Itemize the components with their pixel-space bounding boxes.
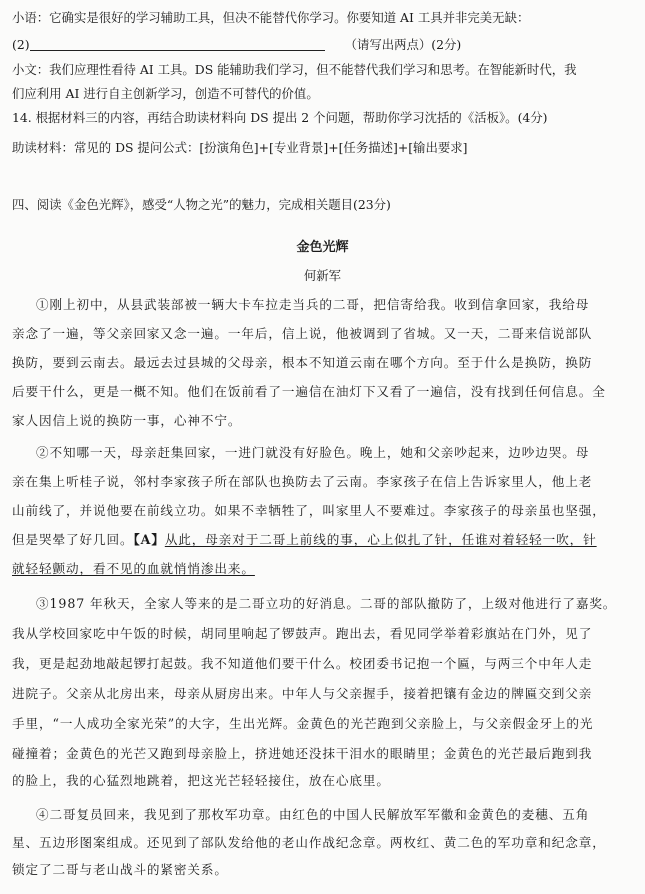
question-14: 14. 根据材料三的内容，再结合助读材料向 DS 提出 2 个问题，帮助你学习沈括的《活板》。(4分) [12, 110, 548, 125]
p2-line: 山前线了，并说他要在前线立功。如果不幸牺牲了，叫家里人不要难过。李家孩子的母亲虽也坚强， [12, 503, 606, 518]
p3-line: ③1987 年秋天，全家人等来的是二哥立功的好消息。二哥的部队撤防了，上级对他进行了嘉奖。 [36, 596, 617, 611]
top-line-2 [12, 37, 633, 53]
answer-suffix: （请写出两点）(2分) [344, 37, 462, 52]
underlined-sentence-a-cont: 就轻轻颤动，看不见的血就悄悄渗出来。 [12, 561, 255, 576]
p3-line: 碰撞着；金黄色的光芒又跑到母亲脸上，挤进她还没抹干泪水的眼睛里；金黄色的光芒最后跑到我 [12, 746, 593, 761]
p1-line: 换防，要到云南去。最远去过县城的父母亲，根本不知道云南在哪个方向。至于什么是换防，换防 [12, 355, 593, 370]
top-line-4: 们应利用 AI 进行自主创新学习，创造不可替代的价值。 [12, 86, 319, 101]
p1-line: 亲念了一遍，等父亲回家又念一遍。一年后，信上说，他被调到了省城。又一天，二哥来信说部队 [12, 326, 593, 341]
article-author: 何新军 [303, 268, 342, 283]
p1-line: ①刚上初中，从县武装部被一辆大卡车拉走当兵的二哥，把信寄给我。收到信拿回家，我给母 [36, 297, 590, 312]
p3-line: 进院子。父亲从北房出来，母亲从厨房出来。中年人与父亲握手，接着把镶有金边的牌匾交到父亲 [12, 686, 593, 701]
p3-line: 我从学校回家吃中午饭的时候，胡同里响起了锣鼓声。跑出去，看见同学举着彩旗站在门外，见了 [12, 626, 593, 641]
p4-line: ④二哥复员回来，我见到了那枚军功章。由红色的中国人民解放军军徽和金黄色的麦穗、五角 [36, 807, 590, 822]
aid-material: 助读材料：常见的 DS 提问公式：[扮演角色]+[专业背景]+[任务描述]+[输出要求] [12, 140, 468, 155]
p4-line: 锁定了二哥与老山战斗的紧密关系。 [12, 862, 228, 877]
top-line-3: 小文：我们应理性看待 AI 工具。DS 能辅助我们学习，但不能替代我们学习和思考。在智能新时代，我 [12, 62, 577, 77]
p2-plain: 但是哭晕了好几回。 [12, 532, 134, 547]
p2-line: 亲在集上听桂子说，邻村李家孩子所在部队也换防去了云南。李家孩子在信上告诉家里人，他上老 [12, 474, 593, 489]
top-line-1: 小语：它确实是很好的学习辅助工具，但决不能替代你学习。你要知道 AI 工具并非完美无缺： [12, 10, 530, 25]
answer-blank[interactable] [30, 38, 325, 51]
marker-a: 【A】 [133, 532, 165, 547]
p3-line: 我，更是起劲地敲起锣打起鼓。我不知道他们要干什么。校团委书记抱一个匾，与两三个中年人走 [12, 656, 593, 671]
p3-line: 的脸上，我的心猛烈地跳着，把这光芒轻轻接住，放在心底里。 [12, 773, 390, 788]
article-title: 金色光辉 [296, 240, 349, 255]
p2-line [12, 561, 633, 577]
p2-line: ②不知哪一天，母亲赶集回家，一进门就没有好脸色。晚上，她和父亲吵起来，边吵边哭。母 [36, 445, 590, 460]
p1-line: 后要干什么，更是一概不知。他们在饭前看了一遍信在油灯下又看了一遍信，没有找到任何信息。全 [12, 384, 606, 399]
p1-line: 家人因信上说的换防一事，心神不宁。 [12, 413, 242, 428]
section-heading: 四、阅读《金色光辉》，感受“人物之光”的魅力，完成相关题目(23分) [12, 197, 391, 212]
answer-prefix: (2) [12, 37, 30, 52]
p4-line: 星、五边形图案组成。还见到了部队发给他的老山作战纪念章。两枚红、黄二色的军功章和纪念章， [12, 835, 606, 850]
underlined-sentence-a: 从此，母亲对于二哥上前线的事，心上似扎了针，任谁对着轻轻一吹，针 [164, 532, 597, 547]
p2-line-annotated [12, 532, 633, 548]
p3-line: 手里，“一人成功全家光荣”的大字，生出光辉。金黄色的光芒跑到父亲脸上，与父亲假金牙上的光 [12, 716, 594, 731]
